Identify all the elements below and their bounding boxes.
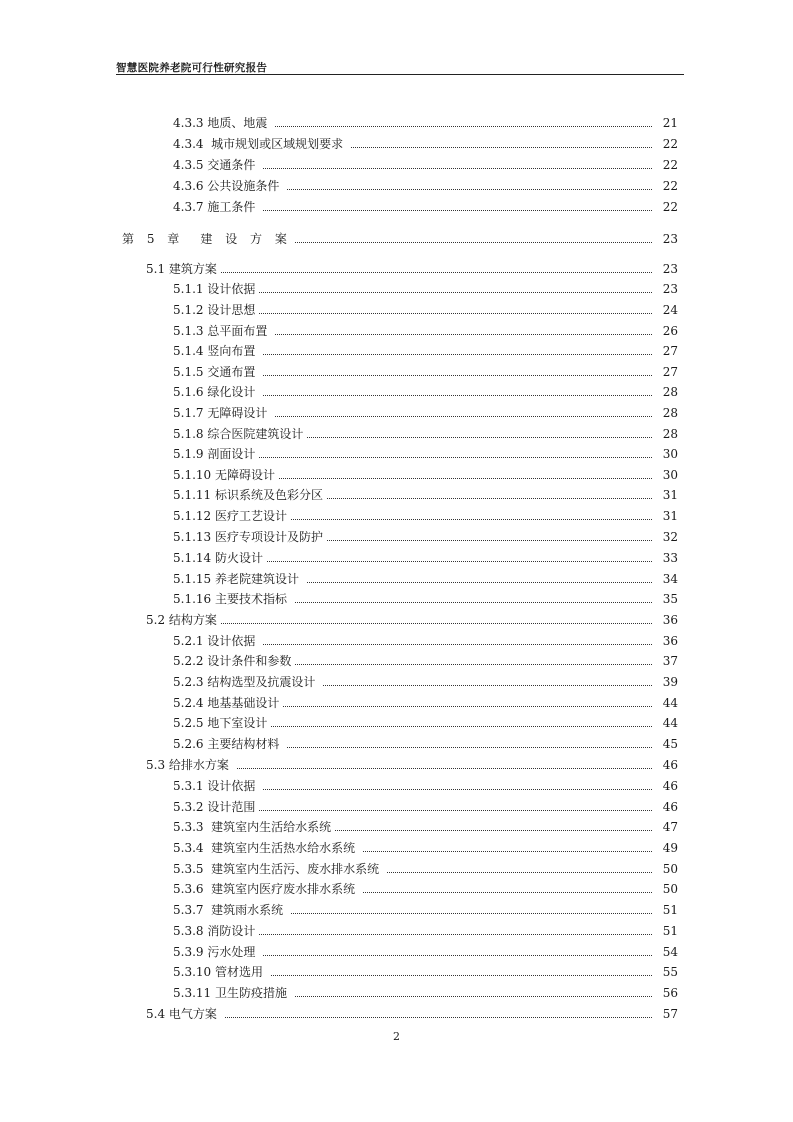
toc-dot-leader [263,644,652,645]
page-number: 2 [393,1030,400,1043]
toc-entry-page: 44 [662,696,678,710]
toc-entry-label: 5.2.2 设计条件和参数 [173,654,292,668]
toc-entry-page: 47 [662,820,678,834]
toc-entry-page: 55 [662,965,678,979]
toc-entry-label: 4.3.6 公共设施条件 [173,179,284,193]
toc-entry-label: 5.1.15 养老院建筑设计 [173,572,303,586]
toc-entry-page: 50 [662,862,678,876]
toc-entry-label: 5.1.10 无障碍设计 [173,468,275,482]
toc-entry-page: 21 [662,116,678,130]
toc-dot-leader [263,375,652,376]
toc-entry-page: 22 [662,158,678,172]
toc-entry-page: 34 [662,572,678,586]
toc-entry-label: 5.3.8 消防设计 [173,924,256,938]
toc-entry-line [173,945,678,959]
toc-entry-page: 32 [662,530,678,544]
toc-dot-leader [295,242,652,243]
toc-dot-leader [259,934,652,935]
toc-entry[interactable] [0,545,793,565]
toc-entry-line [146,613,678,627]
toc-dot-leader [275,334,652,335]
toc-entry-page: 39 [662,675,678,689]
toc-entry[interactable] [0,794,793,814]
toc-entry[interactable] [0,256,793,276]
toc-entry-page: 26 [662,324,678,338]
toc-dot-leader [279,478,652,479]
toc-entry[interactable] [0,338,793,358]
toc-entry-page: 50 [662,882,678,896]
toc-dot-leader [283,706,652,707]
toc-entry-label: 5.1.7 无障碍设计 [173,406,272,420]
toc-entry-page: 56 [662,986,678,1000]
toc-entry-line [173,116,678,130]
toc-dot-leader [263,210,652,211]
toc-dot-leader [327,498,652,499]
toc-dot-leader [263,168,652,169]
toc-entry-line [173,924,678,938]
toc-entry[interactable] [0,586,793,606]
toc-entry-label: 5.1.9 剖面设计 [173,447,256,461]
toc-entry[interactable] [0,276,793,296]
toc-entry-label: 4.3.3 地质、地震 [173,116,272,130]
toc-dot-leader [263,955,652,956]
toc-entry-page: 37 [662,654,678,668]
toc-entry-label: 5.3.2 设计范围 [173,800,256,814]
toc-entry[interactable] [0,980,793,1000]
toc-entry-label: 5.1.4 竖向布置 [173,344,260,358]
toc-dot-leader [271,975,652,976]
toc-entry-label: 5.1.5 交通布置 [173,365,260,379]
toc-entry-line [173,800,678,814]
toc-entry-line [173,303,678,317]
toc-dot-leader [259,292,652,293]
toc-entry[interactable] [0,441,793,461]
toc-entry-page: 33 [662,551,678,565]
toc-entry[interactable] [0,421,793,441]
toc-dot-leader [307,437,652,438]
toc-entry[interactable] [0,897,793,917]
toc-entry[interactable] [0,607,793,627]
toc-dot-leader [291,519,652,520]
toc-entry-line [173,324,678,338]
toc-entry-line [173,137,678,151]
toc-entry-page: 36 [662,613,678,627]
toc-entry[interactable] [0,773,793,793]
toc-entry-label: 5.1.1 设计依据 [173,282,256,296]
toc-entry-label: 5.1.3 总平面布置 [173,324,272,338]
toc-dot-leader [295,996,652,997]
toc-entry-label: 5.1.16 主要技术指标 [173,592,291,606]
toc-entry[interactable] [0,918,793,938]
toc-entry-page: 31 [662,509,678,523]
toc-entry-line [173,841,678,855]
toc-entry[interactable] [0,1001,793,1021]
toc-entry[interactable] [0,835,793,855]
toc-entry[interactable] [0,939,793,959]
toc-entry-line [146,1007,678,1021]
toc-entry-page: 49 [662,841,678,855]
toc-dot-leader [263,395,652,396]
toc-entry-line [173,365,678,379]
toc-entry-label: 5.1.11 标识系统及色彩分区 [173,488,323,502]
toc-dot-leader [275,126,652,127]
toc-entry-line [173,903,678,917]
toc-dot-leader [263,354,652,355]
toc-dot-leader [287,189,652,190]
toc-entry[interactable] [0,876,793,896]
toc-entry-line [146,262,678,276]
toc-entry-line [173,965,678,979]
toc-entry-label: 4.3.5 交通条件 [173,158,260,172]
toc-entry-label: 5.3.4 建筑室内生活热水给水系统 [173,841,359,855]
toc-entry-line [173,406,678,420]
toc-dot-leader [275,416,652,417]
toc-entry-label: 5.2.3 结构选型及抗震设计 [173,675,320,689]
toc-entry-label: 5.1.12 医疗工艺设计 [173,509,287,523]
toc-entry-page: 45 [662,737,678,751]
toc-entry-line [173,696,678,710]
toc-entry[interactable] [0,297,793,317]
toc-entry-page: 31 [662,488,678,502]
toc-entry[interactable] [0,669,793,689]
toc-dot-leader [295,664,652,665]
toc-entry[interactable] [0,226,793,246]
toc-entry-line [146,758,678,772]
toc-entry-page: 28 [662,427,678,441]
toc-entry-line [173,447,678,461]
toc-dot-leader [295,602,652,603]
toc-dot-leader [259,313,652,314]
toc-entry-label: 5.3.11 卫生防疫措施 [173,986,291,1000]
toc-entry-page: 30 [662,468,678,482]
toc-entry[interactable] [0,710,793,730]
toc-dot-leader [327,540,652,541]
toc-entry-line [173,385,678,399]
toc-entry-line [173,737,678,751]
toc-entry[interactable] [0,152,793,172]
toc-entry-line [173,468,678,482]
toc-entry-page: 46 [662,800,678,814]
toc-entry-label: 第 5 章 建 设 方 案 [122,232,292,246]
toc-entry-line [173,551,678,565]
toc-entry-label: 5.1.2 设计思想 [173,303,256,317]
toc-entry-label: 5.2.6 主要结构材料 [173,737,284,751]
toc-dot-leader [259,457,652,458]
toc-entry-label: 5.3.7 建筑雨水系统 [173,903,287,917]
toc-dot-leader [237,768,652,769]
toc-entry-page: 23 [662,232,678,246]
toc-entry-label: 5.3.10 管材选用 [173,965,267,979]
toc-dot-leader [267,561,652,562]
toc-entry[interactable] [0,628,793,648]
toc-entry-page: 22 [662,179,678,193]
toc-entry-label: 5.4 电气方案 [146,1007,221,1021]
toc-entry-page: 24 [662,303,678,317]
toc-entry-page: 27 [662,365,678,379]
toc-dot-leader [271,726,652,727]
toc-entry-line [173,427,678,441]
toc-entry[interactable] [0,318,793,338]
toc-entry-page: 35 [662,592,678,606]
toc-entry-line [173,572,678,586]
toc-entry[interactable] [0,110,793,130]
toc-entry-label: 4.3.7 施工条件 [173,200,260,214]
toc-dot-leader [287,747,652,748]
toc-entry-line [173,179,678,193]
toc-entry[interactable] [0,359,793,379]
toc-entry-label: 5.1 建筑方案 [146,262,217,276]
toc-dot-leader [221,623,652,624]
toc-entry-label: 5.3.3 建筑室内生活给水系统 [173,820,332,834]
toc-entry[interactable] [0,462,793,482]
toc-dot-leader [335,830,652,831]
toc-entry-label: 5.1.13 医疗专项设计及防护 [173,530,323,544]
toc-entry-line [173,488,678,502]
toc-entry-page: 23 [662,282,678,296]
toc-entry-line [173,675,678,689]
toc-entry[interactable] [0,814,793,834]
toc-entry[interactable] [0,648,793,668]
toc-entry-label: 4.3.4 城市规划或区域规划要求 [173,137,347,151]
toc-dot-leader [225,1017,652,1018]
toc-entry[interactable] [0,379,793,399]
toc-entry-label: 5.3.1 设计依据 [173,779,260,793]
toc-entry-line [173,344,678,358]
toc-entry-line [173,282,678,296]
toc-entry-page: 36 [662,634,678,648]
toc-entry[interactable] [0,482,793,502]
toc-entry[interactable] [0,731,793,751]
toc-entry[interactable] [0,400,793,420]
toc-entry-line [173,509,678,523]
toc-entry-label: 5.3 给排水方案 [146,758,233,772]
toc-entry-line [173,862,678,876]
toc-entry-page: 22 [662,200,678,214]
toc-entry[interactable] [0,173,793,193]
toc-entry-line [173,882,678,896]
toc-entry-line [173,654,678,668]
toc-entry-page: 23 [662,262,678,276]
toc-entry-page: 28 [662,406,678,420]
toc-entry-line [173,634,678,648]
toc-entry-label: 5.2.5 地下室设计 [173,716,268,730]
toc-entry[interactable] [0,524,793,544]
page-header-title: 智慧医院养老院可行性研究报告 [116,62,268,74]
toc-entry-page: 54 [662,945,678,959]
toc-entry-label: 5.3.9 污水处理 [173,945,260,959]
toc-dot-leader [323,685,652,686]
toc-entry-page: 27 [662,344,678,358]
toc-dot-leader [259,810,652,811]
toc-entry-page: 44 [662,716,678,730]
toc-entry-label: 5.2.1 设计依据 [173,634,260,648]
toc-entry-label: 5.3.5 建筑室内生活污、废水排水系统 [173,862,383,876]
toc-entry-page: 30 [662,447,678,461]
toc-entry[interactable] [0,690,793,710]
toc-entry-line [173,716,678,730]
toc-entry-label: 5.3.6 建筑室内医疗废水排水系统 [173,882,359,896]
toc-dot-leader [221,272,652,273]
toc-entry-line [173,592,678,606]
toc-entry-page: 51 [662,903,678,917]
toc-entry-line [122,232,678,246]
toc-entry[interactable] [0,566,793,586]
toc-entry[interactable] [0,752,793,772]
toc-entry-label: 5.1.8 综合医院建筑设计 [173,427,304,441]
toc-dot-leader [363,851,652,852]
toc-entry-page: 28 [662,385,678,399]
toc-entry-line [173,986,678,1000]
toc-entry-line [173,820,678,834]
toc-dot-leader [387,872,652,873]
toc-dot-leader [363,892,652,893]
toc-dot-leader [263,789,652,790]
toc-entry-line [173,530,678,544]
toc-entry[interactable] [0,959,793,979]
toc-entry-page: 51 [662,924,678,938]
toc-entry-label: 5.2.4 地基基础设计 [173,696,280,710]
toc-entry-label: 5.1.6 绿化设计 [173,385,260,399]
toc-dot-leader [351,147,652,148]
toc-dot-leader [291,913,652,914]
toc-entry[interactable] [0,856,793,876]
toc-entry-page: 22 [662,137,678,151]
toc-entry-label: 5.1.14 防火设计 [173,551,263,565]
toc-dot-leader [307,582,652,583]
toc-entry-line [173,779,678,793]
toc-entry-page: 57 [662,1007,678,1021]
toc-entry[interactable] [0,131,793,151]
toc-entry-line [173,158,678,172]
toc-entry-label: 5.2 结构方案 [146,613,217,627]
toc-entry-line [173,200,678,214]
toc-entry-page: 46 [662,779,678,793]
header-divider [116,74,684,75]
toc-entry[interactable] [0,194,793,214]
toc-entry-page: 46 [662,758,678,772]
toc-entry[interactable] [0,503,793,523]
